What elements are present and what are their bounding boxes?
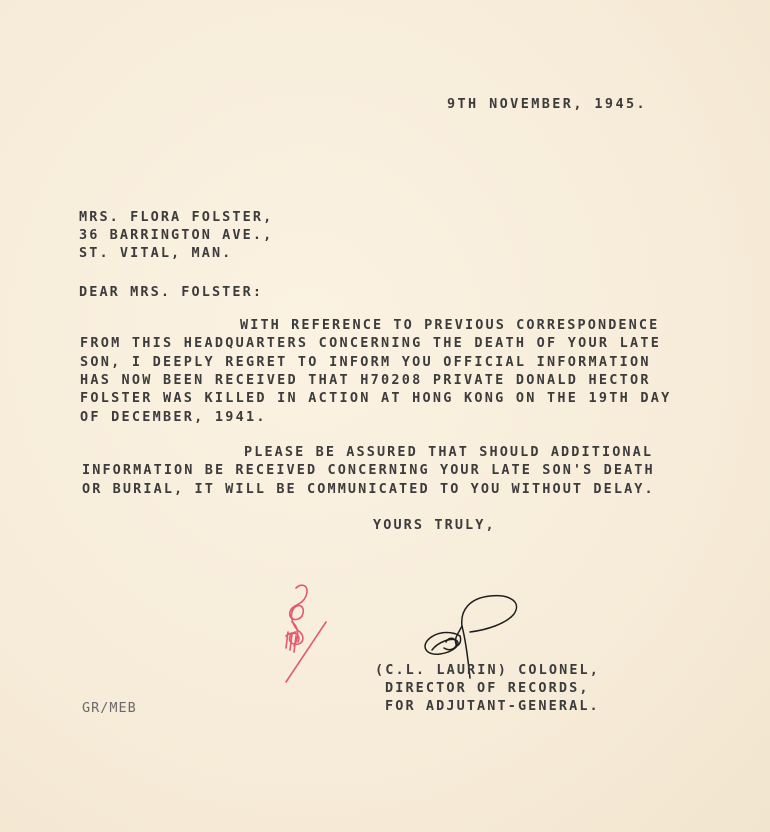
paragraph1-line: SON, I DEEPLY REGRET TO INFORM YOU OFFICIAL INFORMATION: [80, 354, 651, 370]
closing: YOURS TRULY,: [373, 517, 496, 533]
paragraph1-line: FOLSTER WAS KILLED IN ACTION AT HONG KONG ON THE 19TH DAY: [80, 390, 672, 406]
paragraph2-line: PLEASE BE ASSURED THAT SHOULD ADDITIONAL: [244, 444, 654, 460]
signatory-name: (C.L. LAURIN) COLONEL,: [375, 662, 601, 678]
paragraph1-line: FROM THIS HEADQUARTERS CONCERNING THE DEATH OF YOUR LATE: [80, 335, 662, 351]
paragraph2-line: OR BURIAL, IT WILL BE COMMUNICATED TO YOU WITHOUT DELAY.: [82, 481, 655, 497]
recipient-street: 36 BARRINGTON AVE.,: [79, 227, 274, 243]
paragraph2-line: INFORMATION BE RECEIVED CONCERNING YOUR LATE SON'S DEATH: [82, 462, 655, 478]
signatory-authority: FOR ADJUTANT-GENERAL.: [385, 698, 600, 714]
paragraph1-line: WITH REFERENCE TO PREVIOUS CORRESPONDENCE: [240, 317, 660, 333]
salutation: DEAR MRS. FOLSTER:: [79, 284, 264, 300]
recipient-name: MRS. FLORA FOLSTER,: [79, 209, 274, 225]
red-initials-mark-icon: [272, 582, 342, 692]
paragraph1-line: HAS NOW BEEN RECEIVED THAT H70208 PRIVATE DONALD HECTOR: [80, 372, 651, 388]
signatory-title: DIRECTOR OF RECORDS,: [385, 680, 590, 696]
letter-date: 9TH NOVEMBER, 1945.: [447, 96, 648, 112]
recipient-city: ST. VITAL, MAN.: [79, 245, 233, 261]
paragraph1-line: OF DECEMBER, 1941.: [80, 409, 267, 425]
reference-initials: GR/MEB: [82, 700, 137, 716]
